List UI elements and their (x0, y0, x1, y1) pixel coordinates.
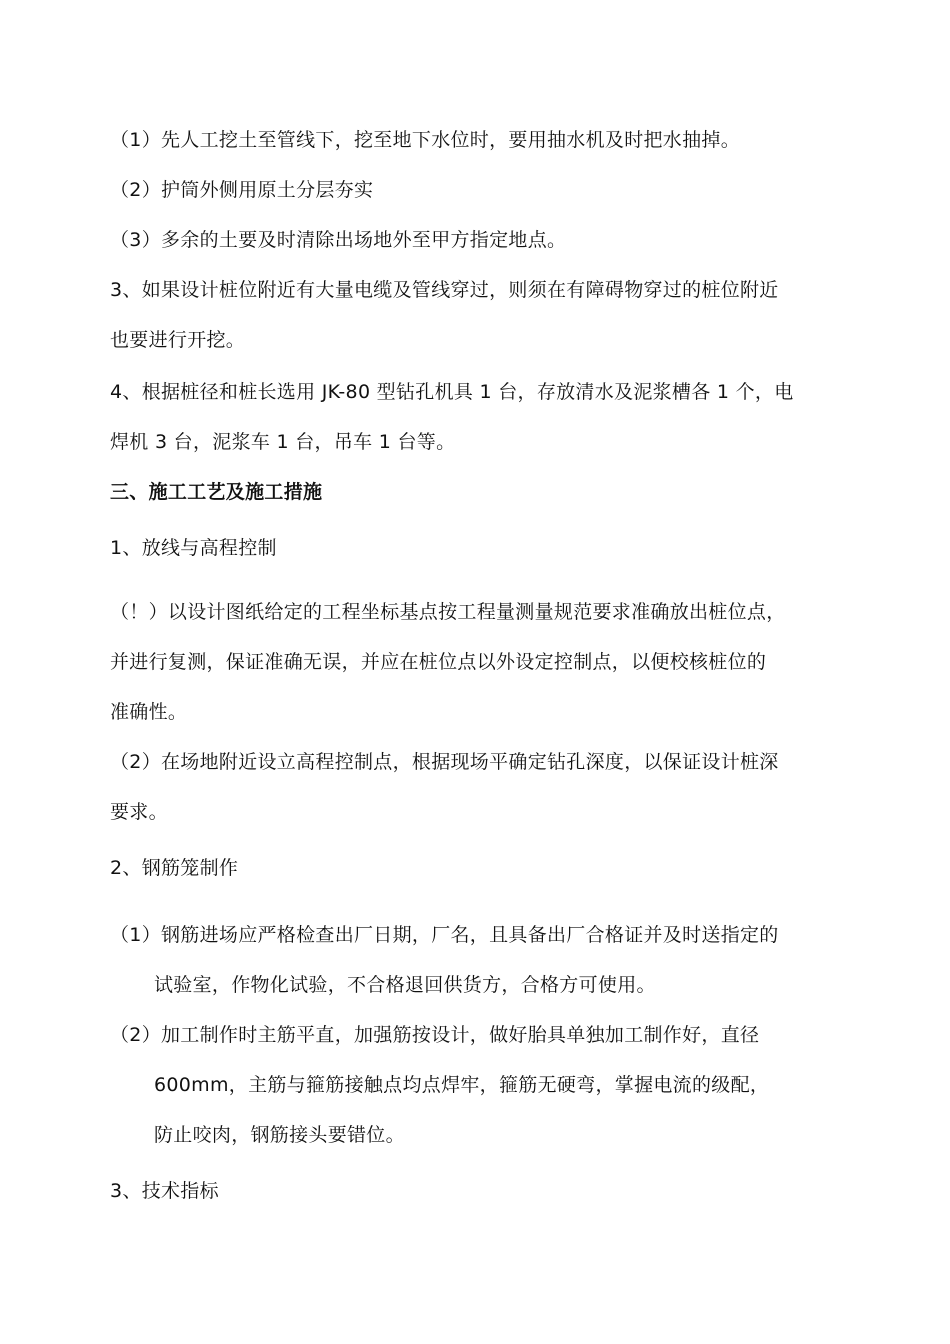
paragraph-line: 准确性。 (110, 701, 188, 723)
paragraph-line: （1）钢筋进场应严格检查出厂日期，厂名，且具备出厂合格证并及时送指定的 (110, 924, 779, 946)
paragraph-line: 试验室，作物化试验，不合格退回供货方，合格方可使用。 (154, 974, 656, 996)
paragraph-line: （1）先人工挖土至管线下，挖至地下水位时，要用抽水机及时把水抽掉。 (110, 129, 740, 151)
paragraph-line: 600mm，主筋与箍筋接触点均点焊牢，箍筋无硬弯，掌握电流的级配， (154, 1074, 770, 1096)
paragraph-line: 要求。 (110, 801, 168, 823)
paragraph-line: （2）在场地附近设立高程控制点，根据现场平确定钻孔深度，以保证设计桩深 (110, 751, 779, 773)
subsection-heading: 1、放线与高程控制 (110, 537, 277, 559)
paragraph-line: （2）加工制作时主筋平直，加强筋按设计，做好胎具单独加工制作好，直径 (110, 1024, 760, 1046)
paragraph-line: （2）护筒外侧用原土分层夯实 (110, 179, 374, 201)
subsection-heading: 2、钢筋笼制作 (110, 857, 239, 879)
paragraph-line: 4、根据桩径和桩长选用 JK-80 型钻孔机具 1 台，存放清水及泥浆槽各 1 个，电 (110, 381, 794, 403)
paragraph-line: 3、如果设计桩位附近有大量电缆及管线穿过，则须在有障碍物穿过的桩位附近 (110, 279, 779, 301)
paragraph-line: 也要进行开挖。 (110, 329, 246, 351)
subsection-heading: 3、技术指标 (110, 1180, 219, 1202)
section-heading: 三、施工工艺及施工措施 (110, 481, 323, 503)
paragraph-line: （3）多余的土要及时清除出场地外至甲方指定地点。 (110, 229, 567, 251)
paragraph-line: 焊机 3 台，泥浆车 1 台，吊车 1 台等。 (110, 431, 456, 453)
paragraph-line: （！）以设计图纸给定的工程坐标基点按工程量测量规范要求准确放出桩位点， (110, 601, 786, 623)
paragraph-line: 并进行复测，保证准确无误，并应在桩位点以外设定控制点，以便校核桩位的 (110, 651, 767, 673)
paragraph-line: 防止咬肉，钢筋接头要错位。 (154, 1124, 405, 1146)
